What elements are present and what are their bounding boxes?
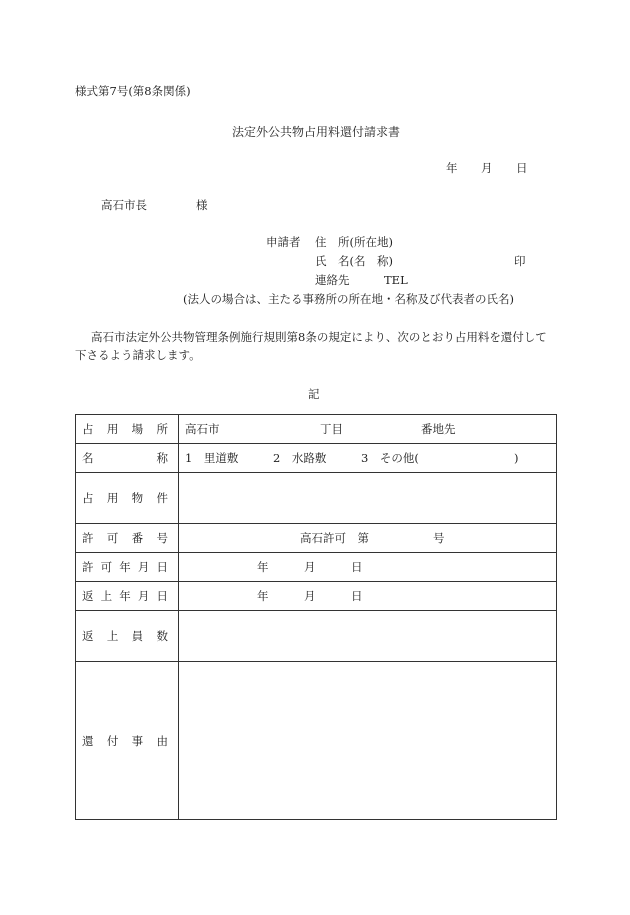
return-date-year: 年 bbox=[257, 589, 269, 603]
location-banchi: 番地先 bbox=[421, 422, 456, 436]
location-chome: 丁目 bbox=[320, 422, 343, 436]
label-char: 所 bbox=[156, 422, 168, 436]
label-char: 返 bbox=[82, 629, 94, 643]
label-char: 上 bbox=[100, 589, 113, 603]
label-char: 用 bbox=[106, 422, 119, 436]
date-day-label: 日 bbox=[516, 161, 528, 175]
body-text-line-2: 下さるよう請求します。 bbox=[75, 348, 201, 362]
value-cell-return-count[interactable] bbox=[179, 611, 557, 662]
ki-heading: 記 bbox=[308, 387, 320, 401]
label-cell-return-date bbox=[76, 582, 179, 611]
label-cell-permit-number bbox=[76, 524, 179, 553]
permit-date-day: 日 bbox=[351, 560, 363, 574]
table-row-permit-date bbox=[76, 553, 557, 582]
addressee-honorific: 様 bbox=[196, 198, 208, 212]
label-char: 年 bbox=[119, 560, 131, 574]
return-date-day: 日 bbox=[351, 589, 363, 603]
label-char: 上 bbox=[106, 629, 119, 643]
permit-prefix: 高石許可 第 bbox=[300, 531, 369, 545]
applicant-tel-label: TEL bbox=[384, 273, 408, 287]
label-char: 用 bbox=[106, 491, 119, 505]
value-cell-location[interactable] bbox=[179, 415, 557, 444]
date-month-label: 月 bbox=[481, 161, 493, 175]
label-char: 年 bbox=[119, 589, 131, 603]
document-title: 法定外公共物占用料還付請求書 bbox=[232, 125, 401, 139]
permit-date-year: 年 bbox=[257, 560, 269, 574]
return-date-month: 月 bbox=[304, 589, 316, 603]
label-cell-name bbox=[76, 444, 179, 473]
label-char: 可 bbox=[106, 531, 119, 545]
value-cell-object[interactable] bbox=[179, 473, 557, 524]
value-cell-permit-date[interactable] bbox=[179, 553, 557, 582]
value-cell-refund-reason[interactable] bbox=[179, 662, 557, 820]
permit-suffix: 号 bbox=[433, 531, 445, 545]
label-char: 月 bbox=[137, 589, 150, 603]
label-char: 号 bbox=[156, 531, 168, 545]
body-text-line-1: 高石市法定外公共物管理条例施行規則第8条の規定により、次のとおり占用料を還付して bbox=[91, 330, 547, 344]
permit-date-month: 月 bbox=[304, 560, 316, 574]
label-char: 事 bbox=[131, 733, 144, 748]
label-char: 場 bbox=[131, 422, 144, 436]
table-row-refund-reason bbox=[76, 662, 557, 820]
table-row-return-count bbox=[76, 611, 557, 662]
table-row-object bbox=[76, 473, 557, 524]
table-row-permit-number bbox=[76, 524, 557, 553]
table-row-return-date bbox=[76, 582, 557, 611]
seal-mark: 印 bbox=[514, 254, 526, 268]
option-suiroshiki: 2 水路敷 bbox=[273, 451, 327, 465]
applicant-address-label: 住 所(所在地) bbox=[315, 235, 393, 249]
label-char: 付 bbox=[106, 733, 119, 748]
date-year-label: 年 bbox=[446, 161, 458, 175]
label-char: 名 bbox=[82, 451, 94, 465]
label-char: 称 bbox=[156, 451, 168, 465]
label-char: 番 bbox=[131, 531, 144, 545]
label-char: 返 bbox=[82, 589, 94, 603]
applicant-corporate-note: (法人の場合は、主たる事務所の所在地・名称及び代表者の氏名) bbox=[183, 292, 514, 306]
label-char: 日 bbox=[156, 589, 168, 603]
label-char: 占 bbox=[82, 491, 94, 505]
label-char: 日 bbox=[156, 560, 168, 574]
label-char: 由 bbox=[156, 733, 168, 748]
label-cell-return-count bbox=[76, 611, 179, 662]
applicant-name-label: 氏 名(名 称) bbox=[315, 254, 393, 268]
form-number: 様式第7号(第8条関係) bbox=[75, 84, 191, 98]
applicant-label: 申請者 bbox=[266, 235, 301, 249]
addressee-name: 高石市長 bbox=[101, 198, 147, 212]
label-char: 物 bbox=[131, 491, 144, 505]
label-char: 許 bbox=[82, 560, 94, 574]
label-cell-object bbox=[76, 473, 179, 524]
label-char: 許 bbox=[82, 531, 94, 545]
label-char: 数 bbox=[156, 629, 168, 643]
label-cell-permit-date bbox=[76, 553, 179, 582]
option-ridoshiki: 1 里道敷 bbox=[185, 451, 239, 465]
request-details-table bbox=[75, 414, 557, 820]
table-row-location bbox=[76, 415, 557, 444]
option-other-close: ) bbox=[514, 451, 519, 465]
label-char: 月 bbox=[137, 560, 150, 574]
label-char: 占 bbox=[82, 422, 94, 436]
location-city: 高石市 bbox=[185, 422, 220, 436]
label-char: 件 bbox=[156, 491, 168, 505]
option-other: 3 その他( bbox=[361, 451, 419, 465]
value-cell-permit-number[interactable] bbox=[179, 524, 557, 553]
label-char: 員 bbox=[131, 629, 144, 643]
value-cell-return-date[interactable] bbox=[179, 582, 557, 611]
label-cell-refund-reason bbox=[76, 662, 179, 820]
applicant-contact-label: 連絡先 bbox=[315, 273, 350, 287]
value-cell-name[interactable] bbox=[179, 444, 557, 473]
table-row-name bbox=[76, 444, 557, 473]
label-char: 還 bbox=[82, 733, 94, 748]
label-char: 可 bbox=[100, 560, 113, 574]
label-cell-location bbox=[76, 415, 179, 444]
